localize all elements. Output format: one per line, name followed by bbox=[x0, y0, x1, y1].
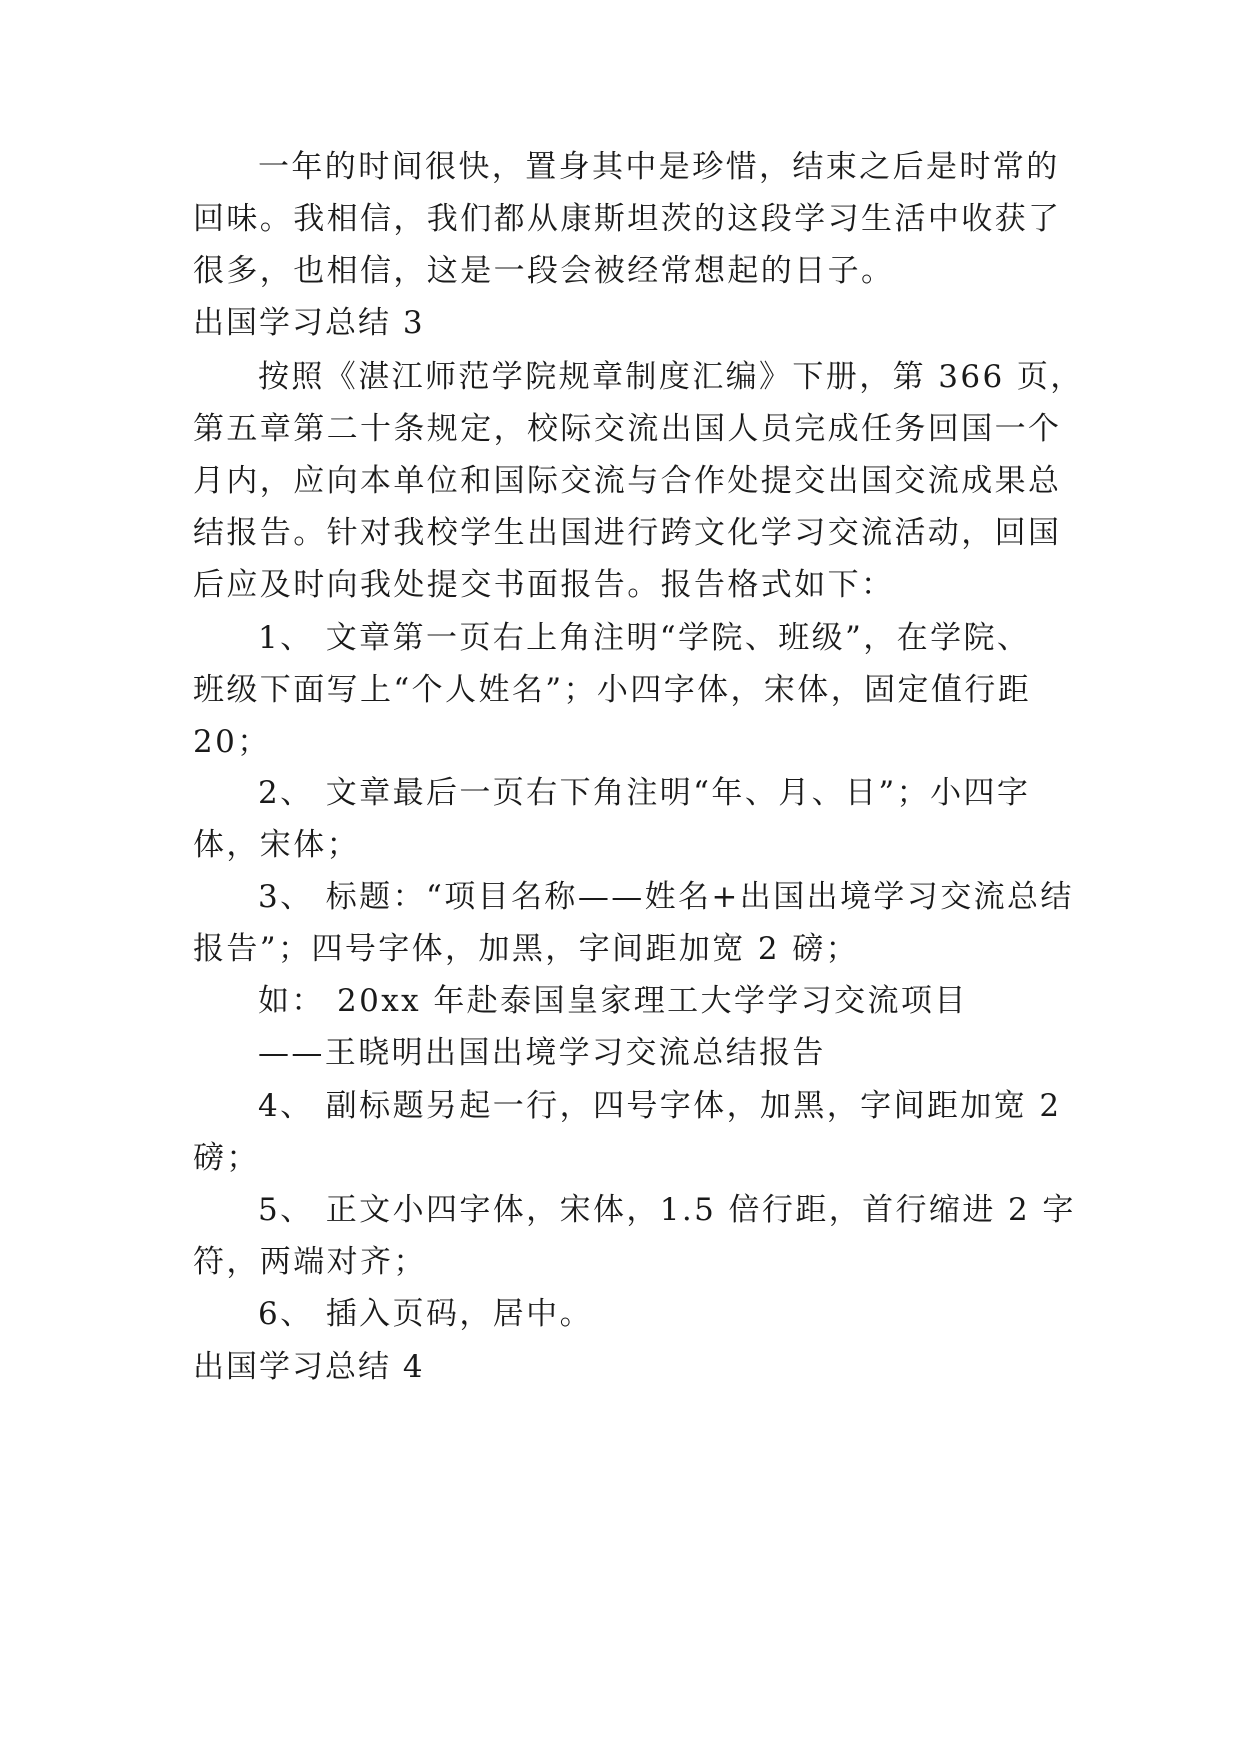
item-5-line-2: 符，两端对齐； bbox=[193, 1244, 427, 1280]
item-4-line-2: 磅； bbox=[193, 1140, 260, 1176]
item-1-line-1: 1、 文章第一页右上角注明“学院、班级”，在学院、 bbox=[258, 620, 1031, 656]
section-4-title: 出国学习总结 4 bbox=[193, 1349, 425, 1385]
section-3-line-1: 按照《湛江师范学院规章制度汇编》下册，第 366 页， bbox=[258, 359, 1084, 395]
intro-line-3: 很多，也相信，这是一段会被经常想起的日子。 bbox=[193, 253, 895, 289]
item-3-line-2: 报告”；四号字体，加黑，字间距加宽 2 磅； bbox=[193, 931, 860, 967]
item-2-line-2: 体，宋体； bbox=[193, 827, 360, 863]
example-line-2: ——王晓明出国出境学习交流总结报告 bbox=[258, 1035, 826, 1071]
item-2-line-1: 2、 文章最后一页右下角注明“年、月、日”；小四字 bbox=[258, 775, 1031, 811]
item-1-line-3: 20； bbox=[193, 724, 271, 760]
item-5-line-1: 5、 正文小四字体，宋体，1.5 倍行距，首行缩进 2 字 bbox=[258, 1192, 1076, 1228]
section-3-line-5: 后应及时向我处提交书面报告。报告格式如下： bbox=[193, 567, 895, 603]
item-6-line-1: 6、 插入页码，居中。 bbox=[258, 1296, 593, 1332]
item-3-line-1: 3、 标题：“项目名称——姓名+出国出境学习交流总结 bbox=[258, 879, 1074, 915]
section-3-line-2: 第五章第二十条规定，校际交流出国人员完成任务回国一个 bbox=[193, 411, 1062, 447]
example-line-1: 如： 20xx 年赴泰国皇家理工大学学习交流项目 bbox=[258, 983, 968, 1019]
item-1-line-2: 班级下面写上“个人姓名”；小四字体，宋体，固定值行距 bbox=[193, 672, 1032, 708]
intro-line-1: 一年的时间很快，置身其中是珍惜，结束之后是时常的 bbox=[258, 149, 1060, 185]
item-4-line-1: 4、 副标题另起一行，四号字体，加黑，字间距加宽 2 bbox=[258, 1088, 1062, 1124]
section-3-line-4: 结报告。针对我校学生出国进行跨文化学习交流活动，回国 bbox=[193, 515, 1062, 551]
section-3-line-3: 月内，应向本单位和国际交流与合作处提交出国交流成果总 bbox=[193, 463, 1062, 499]
section-3-title: 出国学习总结 3 bbox=[193, 305, 425, 341]
intro-line-2: 回味。我相信，我们都从康斯坦茨的这段学习生活中收获了 bbox=[193, 201, 1062, 237]
